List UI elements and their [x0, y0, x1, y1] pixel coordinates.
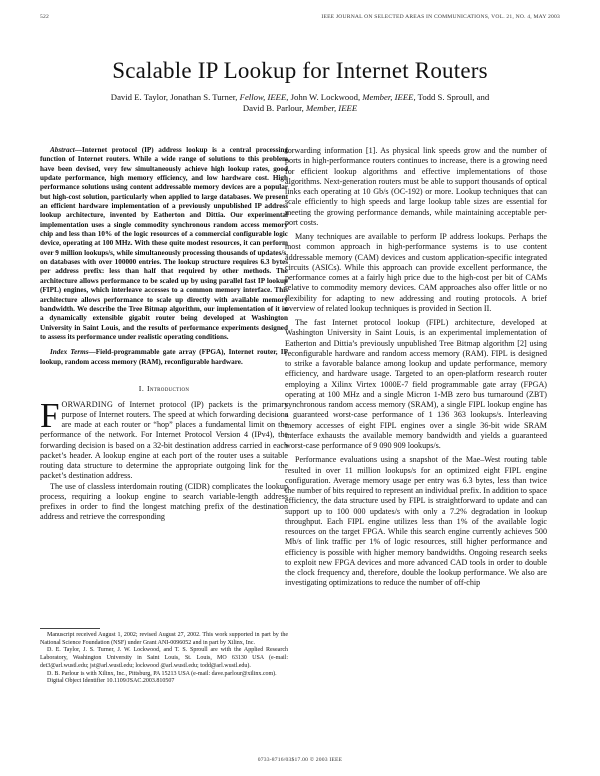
author-list: [48, 92, 552, 114]
intro-paragraph-2: The use of classless interdomain routing (CIDR) complicates the lookup process, requiring a lookup engine to search variable-length address prefixes in order to find the longest matching prefix of the destination address and retrieve the corresponding: [40, 481, 288, 522]
section-number: I.: [138, 383, 147, 393]
right-paragraph-4: Performance evaluations using a snapshot of the Mae–West routing table resulted in over 11 million lookups/s for an optimized eight FIPL engine configuration. Average memory usage per entry was 6.3 bytes, less than twice the number of bits required to represent an individual prefix. In addition to space efficiency, the data structure used by FIPL is straightforward to update and can support up to 100 000 updates/s with only a 7.2% degradation in lookup throughput. Each FIPL engine utilizes less than 1% of the available logic resources on the target FPGA. While this search engine currently achieves 500 Mb/s of link traffic per 1% of logic resources, still higher performance and efficiency is possible with higher memory bandwidths. Ongoing research seeks to exploit new FPGA devices and more advanced CAD tools in order to double the clock frequency and, therefore, double the lookup performance. We also are investigating optimizations to reduce the number of off-chip: [285, 455, 547, 588]
right-paragraph-2: Many techniques are available to perform IP address lookups. Perhaps the most common approach in high-performance systems is to use content addressable memory (CAM) devices and custom application-specific integrated circuits (ASICs). While this approach can provide excellent performance, the performance comes at a fairly high price due to the high-cost per bit of CAMs relative to commodity memory devices. CAM approaches also offer little or no flexibility for adapting to new addressing and routing protocols. A brief overview of related lookup techniques is provided in Section II.: [285, 232, 547, 313]
right-column: [285, 146, 547, 589]
author-role-4: Member, IEEE: [305, 103, 358, 113]
left-column: [40, 146, 288, 522]
paper-title: Scalable IP Lookup for Internet Routers: [112, 58, 488, 83]
footnote-rule: [40, 628, 100, 629]
authors-part-3: , Todd S. Sproull, and: [413, 92, 490, 102]
page-number: 522: [40, 14, 49, 20]
right-paragraph-1: forwarding information [1]. As physical link speeds grow and the number of ports in high-performance routers continues to increase, there is a growing need for efficient lookup algorithms and effective implementations of those algorithms. Next-generation routers must be able to support thousands of optical links each operating at 10 Gb/s (OC-192) or more. Lookup techniques that can scale efficiently to high speeds and large lookup table sizes are essential for meeting the growing performance demands, while maintaining acceptable per-port costs.: [285, 146, 547, 227]
footnote-doi: Digital Object Identifier 10.1109/JSAC.2003.810507: [47, 678, 175, 685]
authors-part-2: , John W. Lockwood,: [286, 92, 363, 102]
authors-part-1: David E. Taylor, Jonathan S. Turner,: [110, 92, 240, 102]
section-heading-introduction: [40, 384, 288, 393]
journal-title: IEEE JOURNAL ON SELECTED AREAS IN COMMUNICATIONS, VOL. 21, NO. 4, MAY 2003: [321, 14, 560, 20]
abstract-text: —Internet protocol (IP) address lookup is a central processing function of Internet routers. While a wide range of solutions to this problem have been devised, very few simultaneously achieve high lookup rates, good update performance, high memory efficiency, and low hardware cost. High performance solutions using content addressable memory devices are a popular but high-cost solution, particularly when applied to large databases. We present an efficient hardware implementation of a previously unpublished IP address lookup architecture, invented by Eatherton and Dittia. Our experimental implementation uses a single commodity synchronous random access memory chip and less than 10% of the logic resources of a commercial configurable logic device, operating at 100 MHz. With these quite modest resources, it can perform over 9 million lookups/s, while simultaneously processing thousands of updates/s, on databases with over 100000 entries. The lookup structure requires 6.3 bytes per address prefix: less than half that required by other methods. The architecture allows performance to be scaled up by using parallel fast IP lookup (FIPL) engines, which interleave accesses to a common memory interface. This architecture allows performance to scale up directly with available memory bandwidth. We describe the Tree Bitmap algorithm, our implementation of it in a dynamically extensible gigabit router being developed at Washington University in Saint Louis, and the results of performance experiments designed to assess its performance under realistic operating conditions.: [40, 146, 288, 341]
footnote-affiliation-2: D. B. Parlour is with Xilinx, Inc., Pittsburg, PA 15213 USA (e-mail: dave.parlour@xilinx.com).: [47, 670, 277, 677]
index-terms-text: —Field-programmable gate array (FPGA), Internet router, IP lookup, random access memory (RAM), reconfigurable hardware.: [40, 348, 288, 366]
footnote-manuscript: Manuscript received August 1, 2002; revised August 27, 2002. This work supported in part by the National Science Foundation (NSF) under Grant ANI-0096052 and in part by Xilinx, Inc.: [40, 632, 288, 646]
intro-paragraph-1-text: of Internet protocol (IP) packets is the primary purpose of Internet routers. The speed at which forwarding decisions are made at each router or “hop” places a fundamental limit on the performance of the network. For Internet Protocol Version 4 (IPv4), the forwarding decision is based on a 32-bit destination address carried in each packet’s header. A lookup engine at each port of the router uses a suitable routing data structure to determine the appropriate outgoing link for the packet’s destination address.: [40, 399, 288, 480]
author-role-2: Member, IEEE: [362, 92, 414, 102]
index-terms-lead: Index Terms: [50, 348, 89, 357]
abstract: [40, 146, 288, 342]
running-header: [40, 14, 560, 24]
footnotes: [40, 628, 288, 686]
index-terms: [40, 348, 288, 367]
copyright-footer: 0733-8716/03$17.00 © 2003 IEEE: [257, 757, 343, 763]
footnote-affiliation-1: D. E. Taylor, J. S. Turner, J. W. Lockwood, and T. S. Sproull are with the Applied Research Laboratory, Washington University in Saint Louis, St. Louis, MO 63130 USA (e-mail: det3@arl.wustl.edu; jst@arl.wustl.edu; lockwood @arl.wustl.edu; todd@arl.wustl.edu).: [40, 647, 288, 669]
intro-paragraph-1: [40, 395, 288, 481]
right-paragraph-3: The fast Internet protocol lookup (FIPL) architecture, developed at Washington University in Saint Louis, is an experimental implementation of Eatherton and Dittia’s previously unpublished Tree Bitmap algorithm [2] using reconfigurable hardware and random access memory (RAM). FIPL is designed to strike a favorable balance among lookup and update performance, memory efficiency, and hardware usage. Targeted to an open-platform research router employing a Xilinx Virtex 1000E-7 field programmable gate array (FPGA) operating at 100 MHz and a single Micron 1-MB zero bus turnaround (ZBT) synchronous random access memory (SRAM), a single FIPL lookup engine has a guaranteed worst-case performance of 1 136 363 lookups/s. Interleaving memory accesses of eight FIPL engines over a single 36-bit wide SRAM interface exhausts the available memory bandwidth and yields a guaranteed worst-case performance of 9 090 909 lookups/s.: [285, 318, 547, 450]
abstract-lead: Abstract: [50, 146, 75, 154]
section-title: Introduction: [146, 383, 190, 393]
intro-first-word: ORWARDING: [61, 399, 114, 409]
drop-cap: F: [40, 395, 60, 435]
authors-part-4: David B. Parlour,: [242, 103, 306, 113]
author-role-1: Fellow, IEEE: [239, 92, 287, 102]
